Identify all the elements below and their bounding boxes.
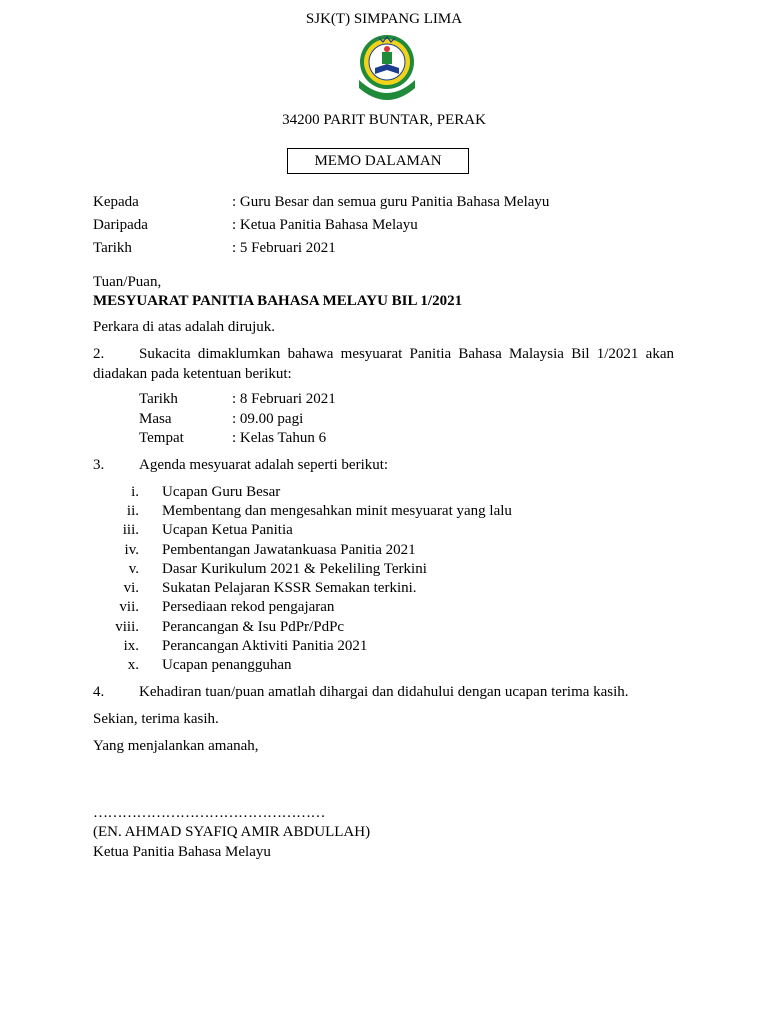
- agenda-item: Perancangan & Isu PdPr/PdPc: [162, 619, 345, 635]
- school-crest-logo: [355, 30, 419, 102]
- agenda-item: Persediaan rekod pengajaran: [162, 599, 335, 615]
- paragraph-3-number: 3.: [93, 457, 105, 473]
- detail-label-masa: Masa: [139, 411, 172, 427]
- memo-subject: MESYUARAT PANITIA BAHASA MELAYU BIL 1/2021: [93, 293, 463, 309]
- detail-label-tempat: Tempat: [139, 430, 184, 446]
- agenda-item: Perancangan Aktiviti Panitia 2021: [162, 638, 368, 654]
- paragraph-2-line-1: Sukacita dimaklumkan bahawa mesyuarat Panitia Bahasa Malaysia Bil 1/2021 akan: [139, 346, 674, 362]
- agenda-number: ix.: [123, 638, 139, 654]
- signatory-title: Ketua Panitia Bahasa Melayu: [93, 844, 271, 860]
- agenda-item: Dasar Kurikulum 2021 & Pekeliling Terkini: [162, 561, 427, 577]
- meta-label-kepada: Kepada: [93, 194, 139, 210]
- school-name: SJK(T) SIMPANG LIMA: [305, 11, 463, 27]
- meta-label-daripada: Daripada: [93, 217, 148, 233]
- agenda-number: vii.: [119, 599, 139, 615]
- closing-amanah: Yang menjalankan amanah,: [93, 738, 259, 754]
- agenda-item: Ucapan penangguhan: [162, 657, 292, 673]
- memo-title-box: MEMO DALAMAN: [287, 148, 469, 174]
- agenda-number: x.: [127, 657, 139, 673]
- meta-value-daripada: : Ketua Panitia Bahasa Melayu: [232, 217, 418, 233]
- paragraph-1: Perkara di atas adalah dirujuk.: [93, 319, 276, 335]
- agenda-number: viii.: [115, 619, 139, 635]
- paragraph-4: Kehadiran tuan/puan amatlah dihargai dan didahului dengan ucapan terima kasih.: [139, 684, 629, 700]
- detail-value-tarikh: : 8 Februari 2021: [232, 391, 336, 407]
- agenda-item: Ucapan Guru Besar: [162, 484, 281, 500]
- paragraph-4-number: 4.: [93, 684, 105, 700]
- agenda-number: iii.: [122, 522, 139, 538]
- agenda-number: iv.: [124, 542, 139, 558]
- signatory-name: (EN. AHMAD SYAFIQ AMIR ABDULLAH): [93, 824, 371, 840]
- agenda-item: Membentang dan mengesahkan minit mesyuarat yang lalu: [162, 503, 512, 519]
- paragraph-2-line-2: diadakan pada ketentuan berikut:: [93, 366, 292, 382]
- meta-value-kepada: : Guru Besar dan semua guru Panitia Bahasa Melayu: [232, 194, 550, 210]
- agenda-item: Ucapan Ketua Panitia: [162, 522, 293, 538]
- agenda-number: ii.: [126, 503, 139, 519]
- agenda-item: Sukatan Pelajaran KSSR Semakan terkini.: [162, 580, 417, 596]
- agenda-number: i.: [131, 484, 139, 500]
- paragraph-2-number: 2.: [93, 346, 105, 362]
- detail-value-tempat: : Kelas Tahun 6: [232, 430, 327, 446]
- paragraph-3: Agenda mesyuarat adalah seperti berikut:: [139, 457, 389, 473]
- agenda-number: vi.: [123, 580, 139, 596]
- signature-line: …………………………………………: [93, 805, 325, 821]
- salutation: Tuan/Puan,: [93, 274, 162, 290]
- closing-sekian: Sekian, terima kasih.: [93, 711, 219, 727]
- meta-value-tarikh: : 5 Februari 2021: [232, 240, 336, 256]
- detail-label-tarikh: Tarikh: [139, 391, 178, 407]
- school-address: 34200 PARIT BUNTAR, PERAK: [282, 112, 486, 128]
- agenda-item: Pembentangan Jawatankuasa Panitia 2021: [162, 542, 416, 558]
- paragraph-2: [139, 344, 674, 364]
- detail-value-masa: : 09.00 pagi: [232, 411, 304, 427]
- meta-label-tarikh: Tarikh: [93, 240, 132, 256]
- agenda-number: v.: [128, 561, 139, 577]
